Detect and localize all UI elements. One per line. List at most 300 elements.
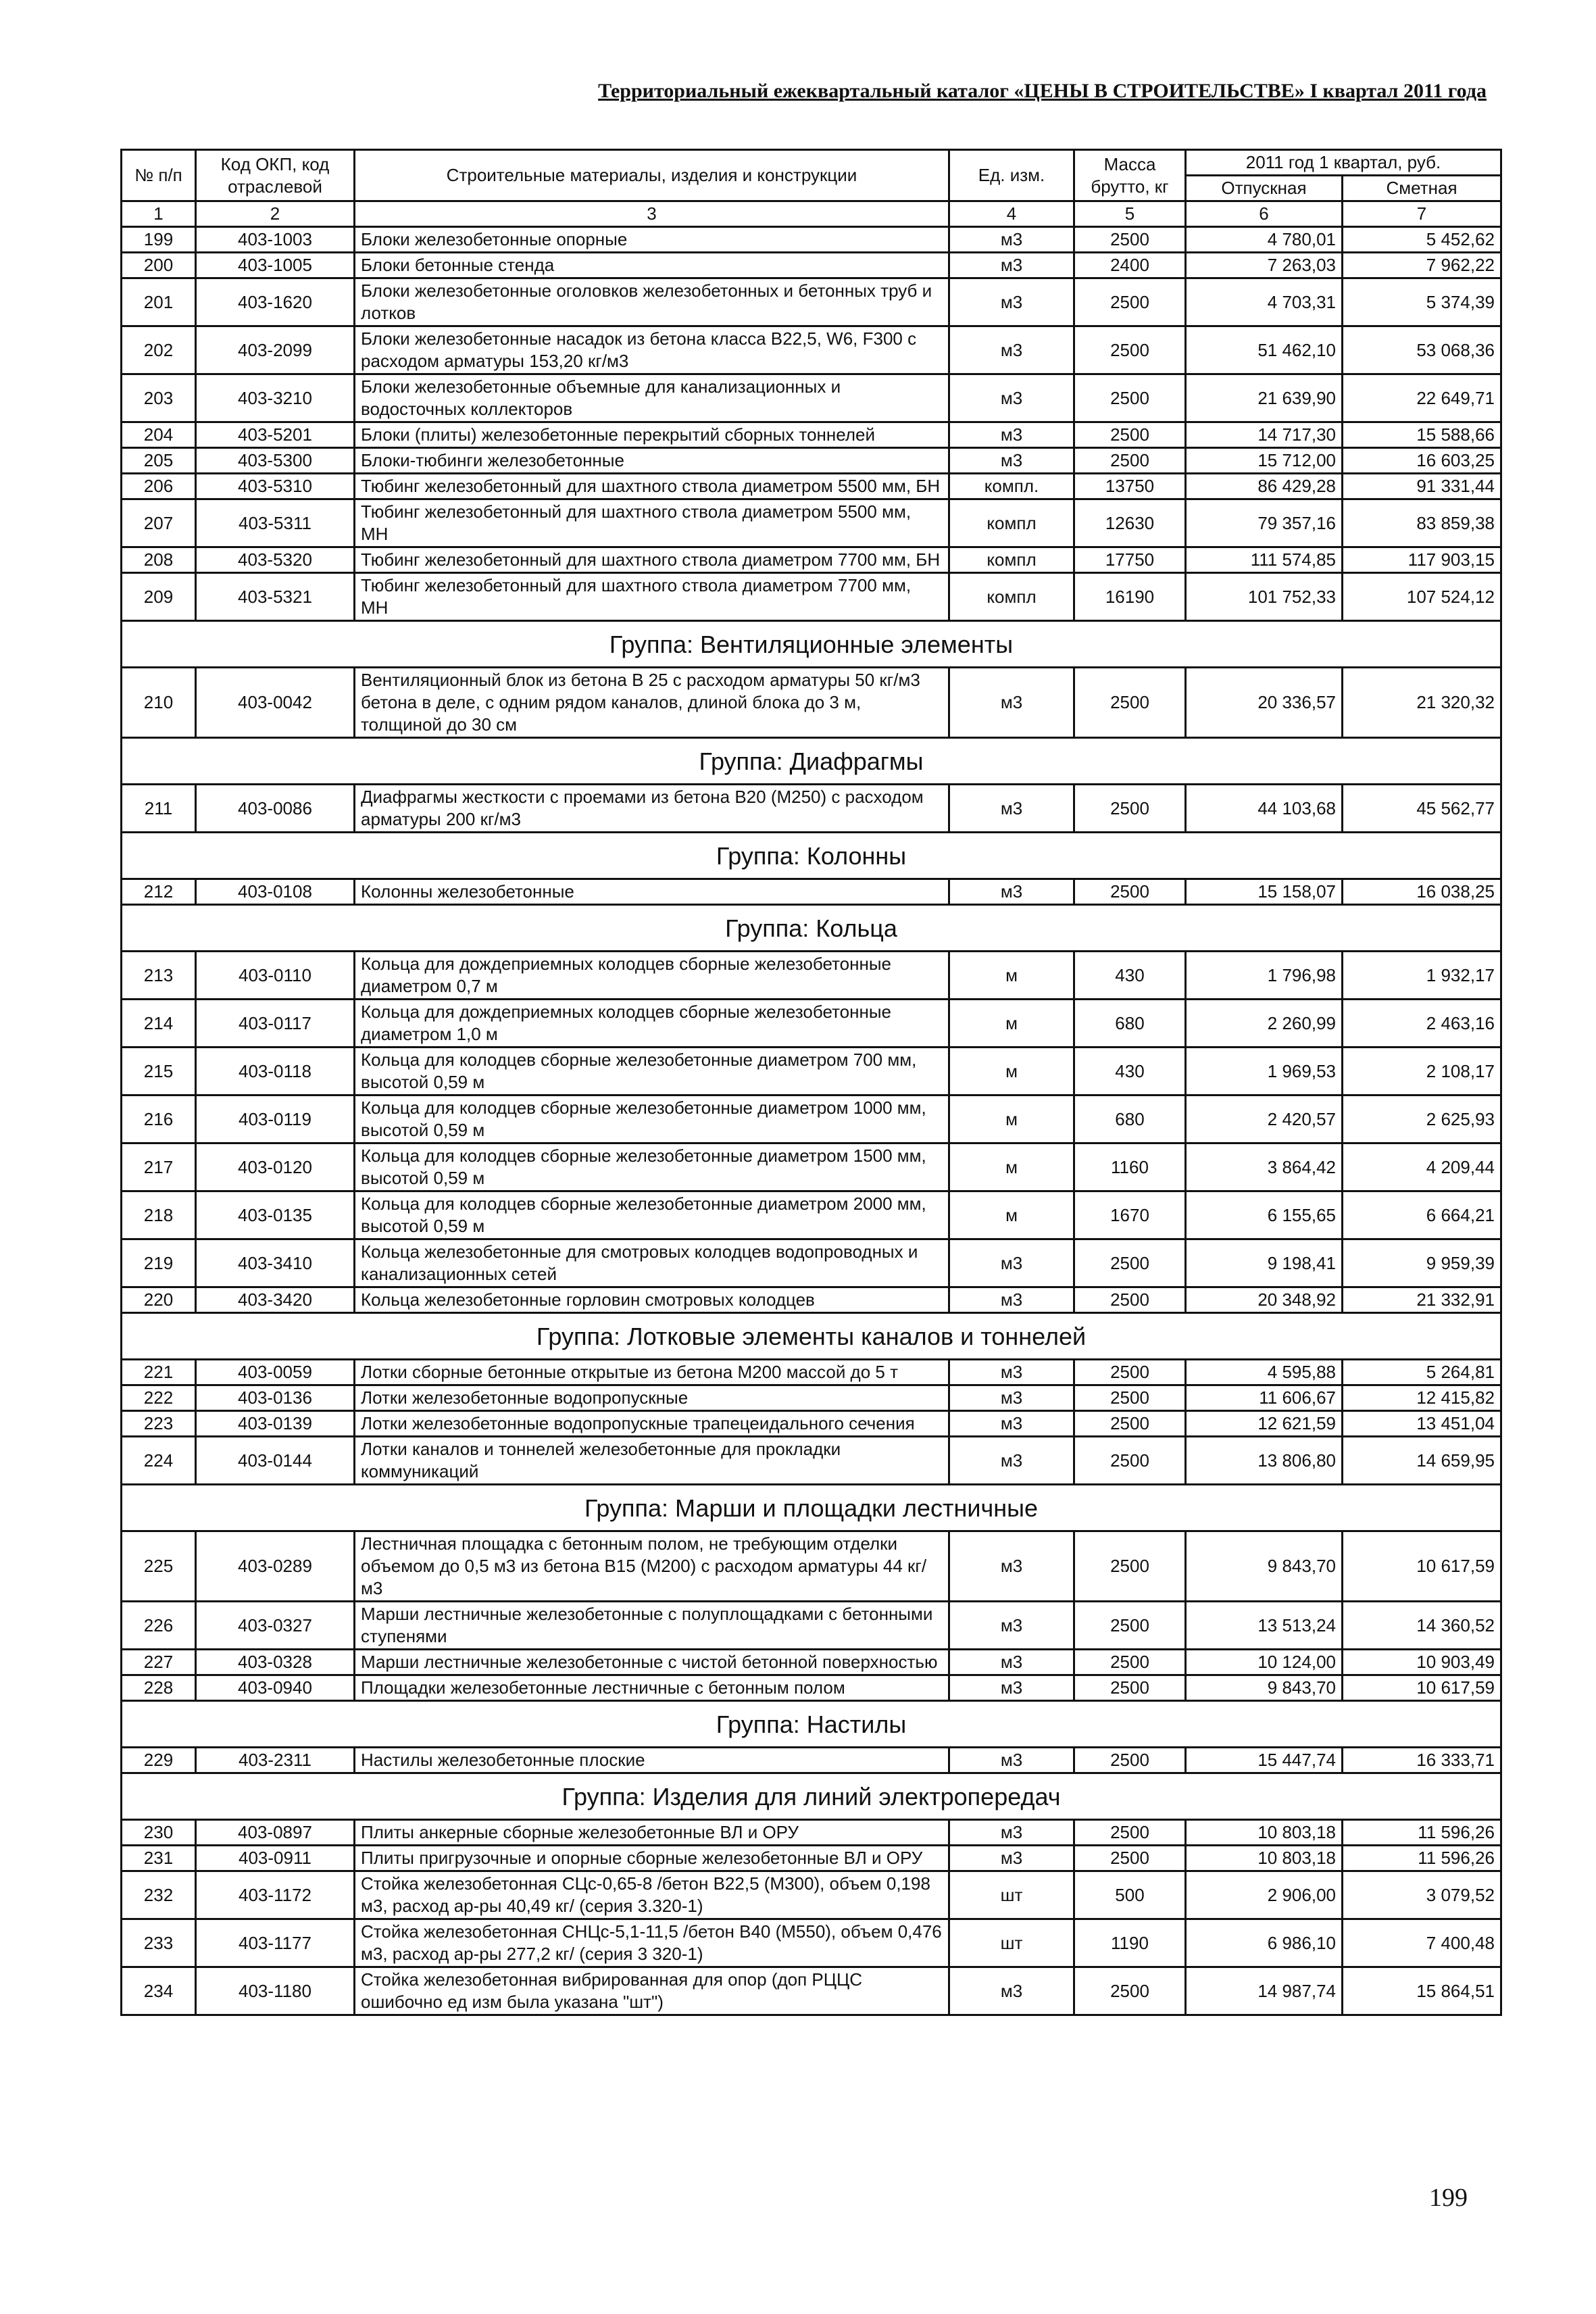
estimate-price: 11 596,26 (1343, 1846, 1501, 1871)
release-price: 15 712,00 (1186, 448, 1343, 474)
gross-mass: 2500 (1074, 1360, 1186, 1385)
unit: м3 (949, 1602, 1074, 1650)
release-price: 20 348,92 (1186, 1287, 1343, 1313)
gross-mass: 16190 (1074, 573, 1186, 621)
group-title: Группа: Диафрагмы (122, 738, 1501, 785)
estimate-price: 21 320,32 (1343, 668, 1501, 738)
okp-code: 403-3210 (196, 374, 355, 422)
row-number: 231 (122, 1846, 196, 1871)
gross-mass: 2500 (1074, 1239, 1186, 1287)
table-row (122, 1650, 1501, 1675)
group-title: Группа: Марши и площадки лестничные (122, 1485, 1501, 1531)
okp-code: 403-5320 (196, 547, 355, 573)
estimate-price: 21 332,91 (1343, 1287, 1501, 1313)
release-price: 10 803,18 (1186, 1846, 1343, 1871)
unit: компл (949, 573, 1074, 621)
item-name: Блоки бетонные стенда (355, 253, 949, 278)
row-number: 212 (122, 879, 196, 905)
unit: м3 (949, 1967, 1074, 2015)
gross-mass: 680 (1074, 1096, 1186, 1143)
estimate-price: 83 859,38 (1343, 499, 1501, 547)
unit: компл (949, 547, 1074, 573)
item-name: Диафрагмы жесткости с проемами из бетона В20 (М250) с расходом арматуры 200 кг/м3 (355, 785, 949, 833)
release-price: 4 780,01 (1186, 227, 1343, 253)
row-number: 232 (122, 1871, 196, 1919)
okp-code: 403-0144 (196, 1437, 355, 1485)
gross-mass: 2500 (1074, 1675, 1186, 1701)
okp-code: 403-0108 (196, 879, 355, 905)
table-row (122, 499, 1501, 547)
item-name: Лестничная площадка с бетонным полом, не требующим отделки объемом до 0,5 м3 из бетона В15 (М200) с расходом арматуры 44 кг/м3 (355, 1531, 949, 1602)
release-price: 1 969,53 (1186, 1048, 1343, 1096)
row-number: 229 (122, 1748, 196, 1773)
row-number: 206 (122, 474, 196, 499)
item-name: Блоки-тюбинги железобетонные (355, 448, 949, 474)
release-price: 2 906,00 (1186, 1871, 1343, 1919)
unit: м3 (949, 1531, 1074, 1602)
table-row (122, 1191, 1501, 1239)
gross-mass: 500 (1074, 1871, 1186, 1919)
okp-code: 403-0059 (196, 1360, 355, 1385)
col-header-code: Код ОКП, код отраслевой (196, 150, 355, 201)
gross-mass: 2500 (1074, 227, 1186, 253)
gross-mass: 2400 (1074, 253, 1186, 278)
item-name: Марши лестничные железобетонные с полуплощадками с бетонными ступенями (355, 1602, 949, 1650)
table-row (122, 1239, 1501, 1287)
item-name: Лотки каналов и тоннелей железобетонные для прокладки коммуникаций (355, 1437, 949, 1485)
item-name: Тюбинг железобетонный для шахтного ствола диаметром 5500 мм, МН (355, 499, 949, 547)
row-number: 215 (122, 1048, 196, 1096)
item-name: Блоки железобетонные опорные (355, 227, 949, 253)
okp-code: 403-5310 (196, 474, 355, 499)
header-row (122, 150, 1501, 176)
row-number: 225 (122, 1531, 196, 1602)
group-header-row (122, 833, 1501, 879)
item-name: Кольца для колодцев сборные железобетонные диаметром 2000 мм, высотой 0,59 м (355, 1191, 949, 1239)
okp-code: 403-5300 (196, 448, 355, 474)
table-row (122, 227, 1501, 253)
okp-code: 403-0940 (196, 1675, 355, 1701)
release-price: 15 158,07 (1186, 879, 1343, 905)
release-price: 6 986,10 (1186, 1919, 1343, 1967)
release-price: 79 357,16 (1186, 499, 1343, 547)
unit: м3 (949, 879, 1074, 905)
gross-mass: 2500 (1074, 1602, 1186, 1650)
okp-code: 403-3410 (196, 1239, 355, 1287)
row-number: 207 (122, 499, 196, 547)
group-title: Группа: Колонны (122, 833, 1501, 879)
item-name: Настилы железобетонные плоские (355, 1748, 949, 1773)
gross-mass: 1670 (1074, 1191, 1186, 1239)
gross-mass: 2500 (1074, 785, 1186, 833)
price-catalog-table (120, 149, 1502, 2016)
estimate-price: 9 959,39 (1343, 1239, 1501, 1287)
release-price: 9 198,41 (1186, 1239, 1343, 1287)
table-row (122, 1675, 1501, 1701)
unit: м3 (949, 1411, 1074, 1437)
col-header-release-price: Отпускная (1186, 176, 1343, 201)
release-price: 14 987,74 (1186, 1967, 1343, 2015)
gross-mass: 680 (1074, 1000, 1186, 1048)
unit: м3 (949, 1820, 1074, 1846)
group-title: Группа: Кольца (122, 905, 1501, 952)
group-title: Группа: Вентиляционные элементы (122, 621, 1501, 668)
estimate-price: 5 374,39 (1343, 278, 1501, 326)
table-row (122, 1602, 1501, 1650)
item-name: Блоки (плиты) железобетонные перекрытий сборных тоннелей (355, 422, 949, 448)
col-header-period: 2011 год 1 квартал, руб. (1186, 150, 1501, 176)
row-number: 205 (122, 448, 196, 474)
estimate-price: 2 625,93 (1343, 1096, 1501, 1143)
column-number: 7 (1343, 201, 1501, 227)
unit: шт (949, 1919, 1074, 1967)
item-name: Стойка железобетонная вибрированная для опор (доп РЦЦС ошибочно ед изм была указана "шт") (355, 1967, 949, 2015)
row-number: 216 (122, 1096, 196, 1143)
unit: компл (949, 499, 1074, 547)
estimate-price: 45 562,77 (1343, 785, 1501, 833)
item-name: Колонны железобетонные (355, 879, 949, 905)
gross-mass: 2500 (1074, 1748, 1186, 1773)
estimate-price: 14 360,52 (1343, 1602, 1501, 1650)
okp-code: 403-0897 (196, 1820, 355, 1846)
release-price: 3 864,42 (1186, 1143, 1343, 1191)
col-header-num: № п/п (122, 150, 196, 201)
release-price: 9 843,70 (1186, 1675, 1343, 1701)
release-price: 1 796,98 (1186, 952, 1343, 1000)
group-title: Группа: Изделия для линий электропередач (122, 1773, 1501, 1820)
row-number: 228 (122, 1675, 196, 1701)
release-price: 21 639,90 (1186, 374, 1343, 422)
okp-code: 403-0327 (196, 1602, 355, 1650)
gross-mass: 2500 (1074, 374, 1186, 422)
group-header-row (122, 1313, 1501, 1360)
okp-code: 403-1003 (196, 227, 355, 253)
release-price: 51 462,10 (1186, 326, 1343, 374)
unit: м3 (949, 422, 1074, 448)
release-price: 9 843,70 (1186, 1531, 1343, 1602)
okp-code: 403-0136 (196, 1385, 355, 1411)
group-title: Группа: Настилы (122, 1701, 1501, 1748)
row-number: 211 (122, 785, 196, 833)
row-number: 234 (122, 1967, 196, 2015)
item-name: Тюбинг железобетонный для шахтного ствола диаметром 7700 мм, МН (355, 573, 949, 621)
item-name: Кольца для колодцев сборные железобетонные диаметром 1000 мм, высотой 0,59 м (355, 1096, 949, 1143)
okp-code: 403-5311 (196, 499, 355, 547)
okp-code: 403-1172 (196, 1871, 355, 1919)
item-name: Кольца для дождеприемных колодцев сборные железобетонные диаметром 0,7 м (355, 952, 949, 1000)
release-price: 4 703,31 (1186, 278, 1343, 326)
unit: компл. (949, 474, 1074, 499)
item-name: Кольца для дождеприемных колодцев сборные железобетонные диаметром 1,0 м (355, 1000, 949, 1048)
okp-code: 403-1180 (196, 1967, 355, 2015)
okp-code: 403-0042 (196, 668, 355, 738)
unit: м (949, 1096, 1074, 1143)
release-price: 44 103,68 (1186, 785, 1343, 833)
release-price: 7 263,03 (1186, 253, 1343, 278)
col-header-unit: Ед. изм. (949, 150, 1074, 201)
table-row (122, 278, 1501, 326)
unit: м3 (949, 1748, 1074, 1773)
estimate-price: 3 079,52 (1343, 1871, 1501, 1919)
unit: м3 (949, 1650, 1074, 1675)
table-row (122, 326, 1501, 374)
item-name: Вентиляционный блок из бетона В 25 с расходом арматуры 50 кг/м3 бетона в деле, с одним рядом каналов, длиной блока до 3 м, толщиной до 30 см (355, 668, 949, 738)
okp-code: 403-0117 (196, 1000, 355, 1048)
gross-mass: 2500 (1074, 1287, 1186, 1313)
item-name: Блоки железобетонные оголовков железобетонных и бетонных труб и лотков (355, 278, 949, 326)
item-name: Кольца для колодцев сборные железобетонные диаметром 1500 мм, высотой 0,59 м (355, 1143, 949, 1191)
group-header-row (122, 905, 1501, 952)
unit: м (949, 1191, 1074, 1239)
estimate-price: 4 209,44 (1343, 1143, 1501, 1191)
item-name: Тюбинг железобетонный для шахтного ствола диаметром 5500 мм, БН (355, 474, 949, 499)
row-number: 217 (122, 1143, 196, 1191)
unit: м3 (949, 1239, 1074, 1287)
unit: м (949, 1048, 1074, 1096)
row-number: 200 (122, 253, 196, 278)
okp-code: 403-3420 (196, 1287, 355, 1313)
row-number: 199 (122, 227, 196, 253)
table-row (122, 668, 1501, 738)
estimate-price: 2 463,16 (1343, 1000, 1501, 1048)
okp-code: 403-0110 (196, 952, 355, 1000)
okp-code: 403-0120 (196, 1143, 355, 1191)
gross-mass: 17750 (1074, 547, 1186, 573)
table-row (122, 374, 1501, 422)
release-price: 101 752,33 (1186, 573, 1343, 621)
item-name: Кольца железобетонные для смотровых колодцев водопроводных и канализационных сетей (355, 1239, 949, 1287)
gross-mass: 2500 (1074, 422, 1186, 448)
gross-mass: 1190 (1074, 1919, 1186, 1967)
item-name: Плиты анкерные сборные железобетонные ВЛ и ОРУ (355, 1820, 949, 1846)
gross-mass: 2500 (1074, 1531, 1186, 1602)
release-price: 10 803,18 (1186, 1820, 1343, 1846)
okp-code: 403-2099 (196, 326, 355, 374)
unit: м3 (949, 1675, 1074, 1701)
item-name: Марши лестничные железобетонные с чистой бетонной поверхностью (355, 1650, 949, 1675)
row-number: 214 (122, 1000, 196, 1048)
gross-mass: 2500 (1074, 326, 1186, 374)
page-header-title: Территориальный ежеквартальный каталог «ЦЕНЫ В СТРОИТЕЛЬСТВЕ» I квартал 2011 года (598, 80, 1487, 102)
group-header-row (122, 621, 1501, 668)
table-row (122, 1048, 1501, 1096)
unit: м3 (949, 785, 1074, 833)
gross-mass: 2500 (1074, 1437, 1186, 1485)
table-row (122, 1385, 1501, 1411)
estimate-price: 53 068,36 (1343, 326, 1501, 374)
release-price: 2 420,57 (1186, 1096, 1343, 1143)
item-name: Плиты пригрузочные и опорные сборные железобетонные ВЛ и ОРУ (355, 1846, 949, 1871)
gross-mass: 2500 (1074, 278, 1186, 326)
okp-code: 403-0328 (196, 1650, 355, 1675)
unit: м (949, 1000, 1074, 1048)
gross-mass: 1160 (1074, 1143, 1186, 1191)
item-name: Тюбинг железобетонный для шахтного ствола диаметром 7700 мм, БН (355, 547, 949, 573)
table-row (122, 1967, 1501, 2015)
release-price: 14 717,30 (1186, 422, 1343, 448)
estimate-price: 5 264,81 (1343, 1360, 1501, 1385)
item-name: Стойка железобетонная СЦс-0,65-8 /бетон В22,5 (М300), объем 0,198 м3, расход ар-ры 40,49 кг/ (серия 3.320-1) (355, 1871, 949, 1919)
unit: м3 (949, 374, 1074, 422)
estimate-price: 13 451,04 (1343, 1411, 1501, 1437)
col-header-estimate-price: Сметная (1343, 176, 1501, 201)
unit: м3 (949, 278, 1074, 326)
table-row (122, 573, 1501, 621)
estimate-price: 16 333,71 (1343, 1748, 1501, 1773)
release-price: 2 260,99 (1186, 1000, 1343, 1048)
gross-mass: 2500 (1074, 1650, 1186, 1675)
table-row (122, 879, 1501, 905)
estimate-price: 16 038,25 (1343, 879, 1501, 905)
release-price: 6 155,65 (1186, 1191, 1343, 1239)
catalog-body (122, 227, 1501, 2015)
estimate-price: 91 331,44 (1343, 474, 1501, 499)
okp-code: 403-0119 (196, 1096, 355, 1143)
table-row (122, 1871, 1501, 1919)
item-name: Кольца для колодцев сборные железобетонные диаметром 700 мм, высотой 0,59 м (355, 1048, 949, 1096)
gross-mass: 12630 (1074, 499, 1186, 547)
okp-code: 403-5321 (196, 573, 355, 621)
gross-mass: 2500 (1074, 668, 1186, 738)
unit: м3 (949, 1437, 1074, 1485)
release-price: 111 574,85 (1186, 547, 1343, 573)
table-row (122, 1287, 1501, 1313)
okp-code: 403-5201 (196, 422, 355, 448)
table-row (122, 1919, 1501, 1967)
group-header-row (122, 1701, 1501, 1748)
okp-code: 403-0135 (196, 1191, 355, 1239)
row-number: 213 (122, 952, 196, 1000)
row-number: 219 (122, 1239, 196, 1287)
row-number: 220 (122, 1287, 196, 1313)
okp-code: 403-0118 (196, 1048, 355, 1096)
release-price: 10 124,00 (1186, 1650, 1343, 1675)
item-name: Стойка железобетонная СНЦс-5,1-11,5 /бетон В40 (М550), объем 0,476 м3, расход ар-ры 277,2 кг/ (серия 3 320-1) (355, 1919, 949, 1967)
item-name: Лотки сборные бетонные открытые из бетона М200 массой до 5 т (355, 1360, 949, 1385)
release-price: 12 621,59 (1186, 1411, 1343, 1437)
estimate-price: 12 415,82 (1343, 1385, 1501, 1411)
release-price: 4 595,88 (1186, 1360, 1343, 1385)
item-name: Площадки железобетонные лестничные с бетонным полом (355, 1675, 949, 1701)
table-row (122, 1096, 1501, 1143)
estimate-price: 15 864,51 (1343, 1967, 1501, 2015)
estimate-price: 7 962,22 (1343, 253, 1501, 278)
estimate-price: 2 108,17 (1343, 1048, 1501, 1096)
row-number: 203 (122, 374, 196, 422)
estimate-price: 10 617,59 (1343, 1675, 1501, 1701)
table-row (122, 1360, 1501, 1385)
gross-mass: 2500 (1074, 1846, 1186, 1871)
col-header-name: Строительные материалы, изделия и конструкции (355, 150, 949, 201)
unit: м3 (949, 253, 1074, 278)
table-row (122, 1820, 1501, 1846)
row-number: 224 (122, 1437, 196, 1485)
group-header-row (122, 738, 1501, 785)
unit: м (949, 1143, 1074, 1191)
unit: м3 (949, 1360, 1074, 1385)
gross-mass: 13750 (1074, 474, 1186, 499)
unit: м3 (949, 1287, 1074, 1313)
group-header-row (122, 1773, 1501, 1820)
row-number: 226 (122, 1602, 196, 1650)
estimate-price: 11 596,26 (1343, 1820, 1501, 1846)
row-number: 222 (122, 1385, 196, 1411)
group-title: Группа: Лотковые элементы каналов и тоннелей (122, 1313, 1501, 1360)
release-price: 15 447,74 (1186, 1748, 1343, 1773)
estimate-price: 16 603,25 (1343, 448, 1501, 474)
table-row (122, 952, 1501, 1000)
unit: м3 (949, 227, 1074, 253)
unit: м3 (949, 668, 1074, 738)
estimate-price: 107 524,12 (1343, 573, 1501, 621)
column-number: 6 (1186, 201, 1343, 227)
table-row (122, 1143, 1501, 1191)
estimate-price: 22 649,71 (1343, 374, 1501, 422)
okp-code: 403-1177 (196, 1919, 355, 1967)
group-header-row (122, 1485, 1501, 1531)
row-number: 227 (122, 1650, 196, 1675)
table-row (122, 1437, 1501, 1485)
table-row (122, 1846, 1501, 1871)
table-row (122, 253, 1501, 278)
estimate-price: 7 400,48 (1343, 1919, 1501, 1967)
row-number: 201 (122, 278, 196, 326)
column-number: 4 (949, 201, 1074, 227)
item-name: Блоки железобетонные объемные для канализационных и водосточных коллекторов (355, 374, 949, 422)
gross-mass: 430 (1074, 952, 1186, 1000)
release-price: 11 606,67 (1186, 1385, 1343, 1411)
okp-code: 403-1620 (196, 278, 355, 326)
estimate-price: 117 903,15 (1343, 547, 1501, 573)
estimate-price: 5 452,62 (1343, 227, 1501, 253)
table-row (122, 1748, 1501, 1773)
table-row (122, 422, 1501, 448)
release-price: 13 513,24 (1186, 1602, 1343, 1650)
okp-code: 403-0086 (196, 785, 355, 833)
table-row (122, 1531, 1501, 1602)
estimate-price: 1 932,17 (1343, 952, 1501, 1000)
row-number: 218 (122, 1191, 196, 1239)
table-row (122, 1411, 1501, 1437)
table-row (122, 785, 1501, 833)
table-row (122, 1000, 1501, 1048)
estimate-price: 10 617,59 (1343, 1531, 1501, 1602)
page-number: 199 (1429, 2184, 1468, 2212)
column-number: 2 (196, 201, 355, 227)
row-number: 204 (122, 422, 196, 448)
unit: м3 (949, 448, 1074, 474)
item-name: Кольца железобетонные горловин смотровых колодцев (355, 1287, 949, 1313)
gross-mass: 2500 (1074, 1820, 1186, 1846)
row-number: 230 (122, 1820, 196, 1846)
okp-code: 403-0289 (196, 1531, 355, 1602)
row-number: 221 (122, 1360, 196, 1385)
column-number: 3 (355, 201, 949, 227)
unit: м3 (949, 1385, 1074, 1411)
okp-code: 403-1005 (196, 253, 355, 278)
unit: м (949, 952, 1074, 1000)
gross-mass: 2500 (1074, 1385, 1186, 1411)
estimate-price: 10 903,49 (1343, 1650, 1501, 1675)
release-price: 20 336,57 (1186, 668, 1343, 738)
item-name: Блоки железобетонные насадок из бетона класса В22,5, W6, F300 с расходом арматуры 153,20 кг/м3 (355, 326, 949, 374)
item-name: Лотки железобетонные водопропускные трапецеидального сечения (355, 1411, 949, 1437)
estimate-price: 14 659,95 (1343, 1437, 1501, 1485)
okp-code: 403-0911 (196, 1846, 355, 1871)
table-row (122, 474, 1501, 499)
estimate-price: 6 664,21 (1343, 1191, 1501, 1239)
okp-code: 403-2311 (196, 1748, 355, 1773)
